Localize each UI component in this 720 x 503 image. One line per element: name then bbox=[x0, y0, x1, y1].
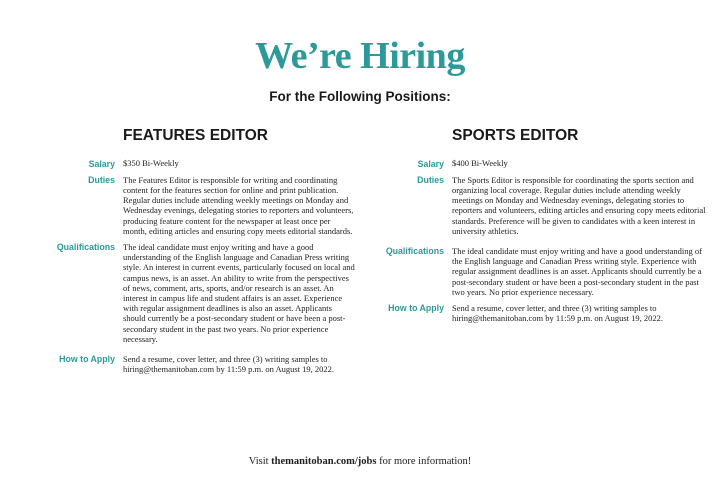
features-apply-row bbox=[40, 354, 370, 374]
page-subtitle: For the Following Positions: bbox=[269, 89, 451, 104]
qualifications-text: The ideal candidate must enjoy writing and have a good understanding of the English language and Canadian Press writing style. An interest in current events, particularly focused on local and campus news, is an asset. An ability to write from the perspectives of news, comment, arts, sports, and/or research is an asset. An interest in campus life and student affairs is an asset. Experience with regular assignment deadlines is also an asset. Applicants should currently be a post-secondary student or have been a post-secondary student in the past two years. No prior experience necessary. bbox=[123, 241, 355, 344]
qualifications-text: The ideal candidate must enjoy writing and have a good understanding of the English language and Canadian Press writing style. Experience with regular assignment deadlines is an asset. Applicants should currently be a post-secondary student or have been a post-secondary student in the past two years. No prior experience necessary. bbox=[452, 245, 702, 297]
sports-salary-row bbox=[372, 158, 712, 169]
duties-text: The Features Editor is responsible for writing and coordinating content for the features section for online and print publication. Regular duties include attending weekly meetings on Monday and Wednesday evenings, delegating stories to reporters and volunteers, producing feature content for the newspaper at least once per month, editing articles and ensuring copy meets editorial standards. bbox=[123, 174, 354, 236]
how-to-apply-label: How to Apply bbox=[59, 354, 115, 365]
duties-text: The Sports Editor is responsible for coordinating the sports section and organizing local coverage. Regular duties include attending weekly meetings on Monday and Wednesday evenings, delegating stories to reporters and volunteers, editing articles and ensuring copy meets editorial standards. Preference will be given to candidates with a keen interest in university athletics. bbox=[452, 174, 706, 236]
features-duties-row bbox=[40, 175, 370, 236]
features-qualifications-row bbox=[40, 242, 370, 344]
qualifications-label: Qualifications bbox=[56, 242, 115, 253]
salary-label: Salary bbox=[88, 158, 115, 169]
features-editor-heading: FEATURES EDITOR bbox=[123, 127, 268, 144]
sports-editor-column bbox=[372, 126, 712, 329]
duties-label: Duties bbox=[88, 175, 115, 186]
page-title: We’re Hiring bbox=[255, 35, 465, 77]
sports-apply-row bbox=[372, 303, 712, 323]
features-salary-row bbox=[40, 158, 370, 169]
sports-qualifications-row bbox=[372, 246, 712, 297]
how-to-apply-text: Send a resume, cover letter, and three (3) writing samples to hiring@themanitoban.com by 11:59 p.m. on August 19, 2022. bbox=[452, 302, 664, 324]
footer-note bbox=[0, 455, 720, 469]
how-to-apply-label: How to Apply bbox=[388, 303, 444, 314]
duties-label: Duties bbox=[417, 175, 444, 186]
jobs-link[interactable]: themanitoban.com/jobs bbox=[271, 456, 377, 467]
salary-value: $400 Bi-Weekly bbox=[452, 158, 508, 168]
salary-label: Salary bbox=[417, 158, 444, 169]
features-editor-column bbox=[40, 126, 370, 380]
sports-editor-heading: SPORTS EDITOR bbox=[452, 127, 579, 144]
footer-prefix: Visit bbox=[248, 456, 269, 467]
footer-suffix: for more information! bbox=[379, 456, 472, 467]
salary-value: $350 Bi-Weekly bbox=[123, 158, 179, 168]
qualifications-label: Qualifications bbox=[385, 246, 444, 257]
how-to-apply-text: Send a resume, cover letter, and three (3) writing samples to hiring@themanitoban.com by 11:59 p.m. on August 19, 2022. bbox=[123, 353, 335, 375]
sports-duties-row bbox=[372, 175, 712, 236]
